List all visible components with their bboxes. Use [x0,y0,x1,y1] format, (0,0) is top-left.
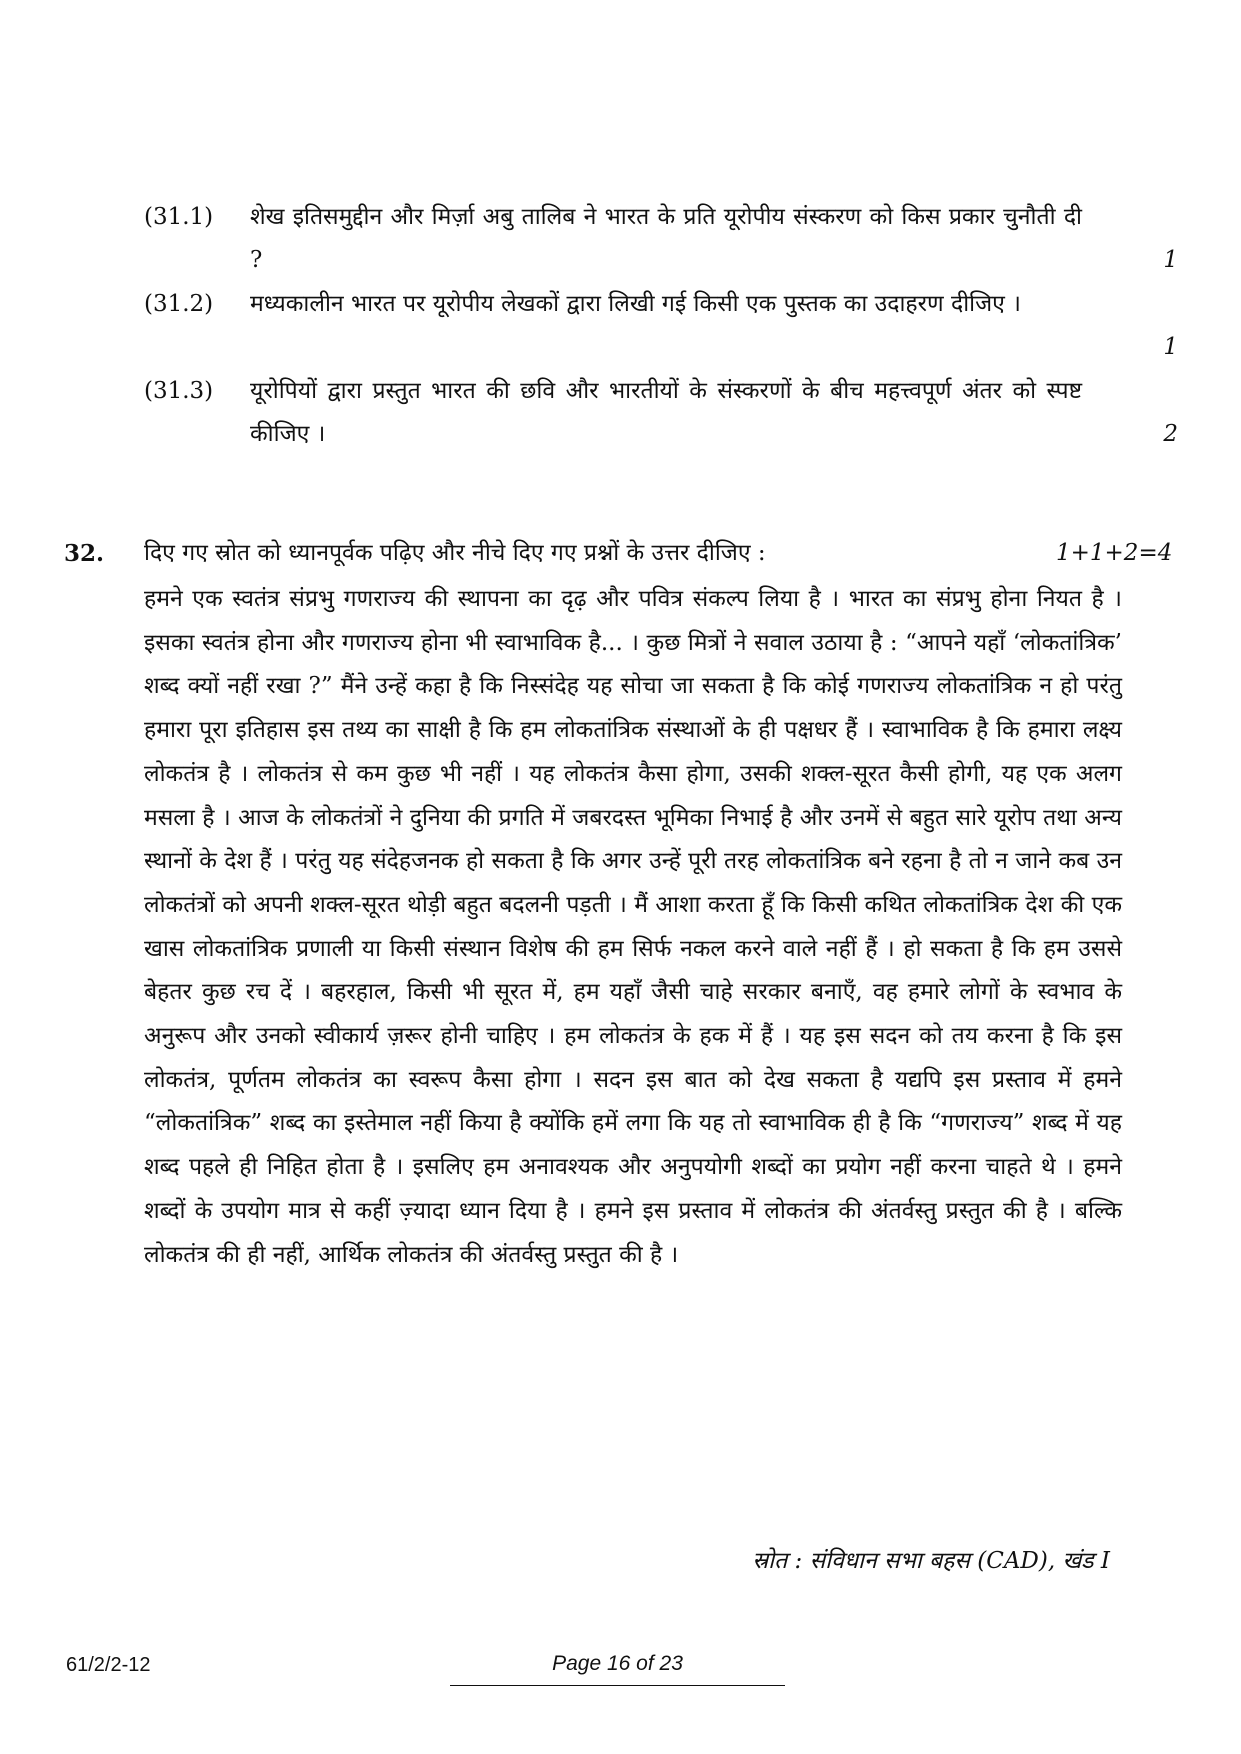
sub-question-text: मध्यकालीन भारत पर यूरोपीय लेखकों द्वारा लिखी गई किसी एक पुस्तक का उदाहरण दीजिए । [250,291,1021,317]
source-passage: हमने एक स्वतंत्र संप्रभु गणराज्य की स्थापना का दृढ़ और पवित्र संकल्प लिया है । भारत का संप्रभु होना नियत है । इसका स्वतंत्र होना और गणराज्य होना भी स्वाभाविक है... । कुछ मित्रों ने सवाल उठाया है : “आपने यहाँ ‘लोकतांत्रिक’ शब्द क्यों नहीं रखा ?” मैंने उन्हें कहा है कि निस्संदेह यह सोचा जा सकता है कि कोई गणराज्य लोकतांत्रिक न हो परंतु हमारा पूरा इतिहास इस तथ्य का साक्षी है कि हम लोकतांत्रिक संस्थाओं के ही पक्षधर हैं । स्वाभाविक है कि हमारा लक्ष्य लोकतंत्र है । लोकतंत्र से कम कुछ भी नहीं । यह लोकतंत्र कैसा होगा, उसकी शक्ल-सूरत कैसी होगी, यह एक अलग मसला है । आज के लोकतंत्रों ने दुनिया की प्रगति में जबरदस्त भूमिका निभाई है और उनमें से बहुत सारे यूरोप तथा अन्य स्थानों के देश हैं । परंतु यह संदेहजनक हो सकता है कि अगर उन्हें पूरी तरह लोकतांत्रिक बने रहना है तो न जाने कब उन लोकतंत्रों को अपनी शक्ल-सूरत थोड़ी बहुत बदलनी पड़ती । मैं आशा करता हूँ कि किसी कथित लोकतांत्रिक देश की एक खास लोकतांत्रिक प्रणाली या किसी संस्थान विशेष की हम सिर्फ नकल करने वाले नहीं हैं । हो सकता है कि हम उससे बेहतर कुछ रच दें । बहरहाल, किसी भी सूरत में, हम यहाँ जैसी चाहे सरकार बनाएँ, वह हमारे लोगों के स्वभाव के अनुरूप और उनको स्वीकार्य ज़रूर होनी चाहिए । हम लोकतंत्र के हक में हैं । यह इस सदन को तय करना है कि इस लोकतंत्र, पूर्णतम लोकतंत्र का स्वरूप कैसा होगा । सदन इस बात को देख सकता है यद्यपि इस प्रस्ताव में हमने “लोकतांत्रिक” शब्द का इस्तेमाल नहीं किया है क्योंकि हमें लगा कि यह तो स्वाभाविक ही है कि “गणराज्य” शब्द में यह शब्द पहले ही निहित होता है । इसलिए हम अनावश्यक और अनुपयोगी शब्दों का प्रयोग नहीं करना चाहते थे । हमने शब्दों के उपयोग मात्र से कहीं ज़्यादा ध्यान दिया है । हमने इस प्रस्ताव में लोकतंत्र की अंतर्वस्तु प्रस्तुत की है । बल्कि लोकतंत्र की ही नहीं, आर्थिक लोकतंत्र की अंतर्वस्तु प्रस्तुत की है । [144,586,1122,1268]
page-number: Page 16 of 23 [552,1652,683,1675]
sub-question-text: यूरोपियों द्वारा प्रस्तुत भारत की छवि और भारतीयों के संस्करणों के बीच महत्त्वपूर्ण अंतर को स्पष्ट कीजिए । [250,378,1082,447]
question-marks: 1+1+2=4 [1056,540,1173,566]
sub-question-text: शेख इतिसमुद्दीन और मिर्ज़ा अबु तालिब ने भारत के प्रति यूरोपीय संस्करण को किस प्रकार चुनौती दी ? [250,204,1082,273]
sub-question-number: (31.2) [144,291,214,317]
source-citation: स्रोत : संविधान सभा बहस (CAD), खंड I [752,1548,1110,1574]
paper-code: 61/2/2-12 [66,1654,151,1676]
question-instruction: दिए गए स्रोत को ध्यानपूर्वक पढ़िए और नीचे दिए गए प्रश्नों के उत्तर दीजिए : [144,540,766,566]
footer-divider [450,1685,785,1686]
sub-question-number: (31.1) [144,204,214,230]
question-number: 32. [64,540,105,567]
sub-question-number: (31.3) [144,378,214,404]
